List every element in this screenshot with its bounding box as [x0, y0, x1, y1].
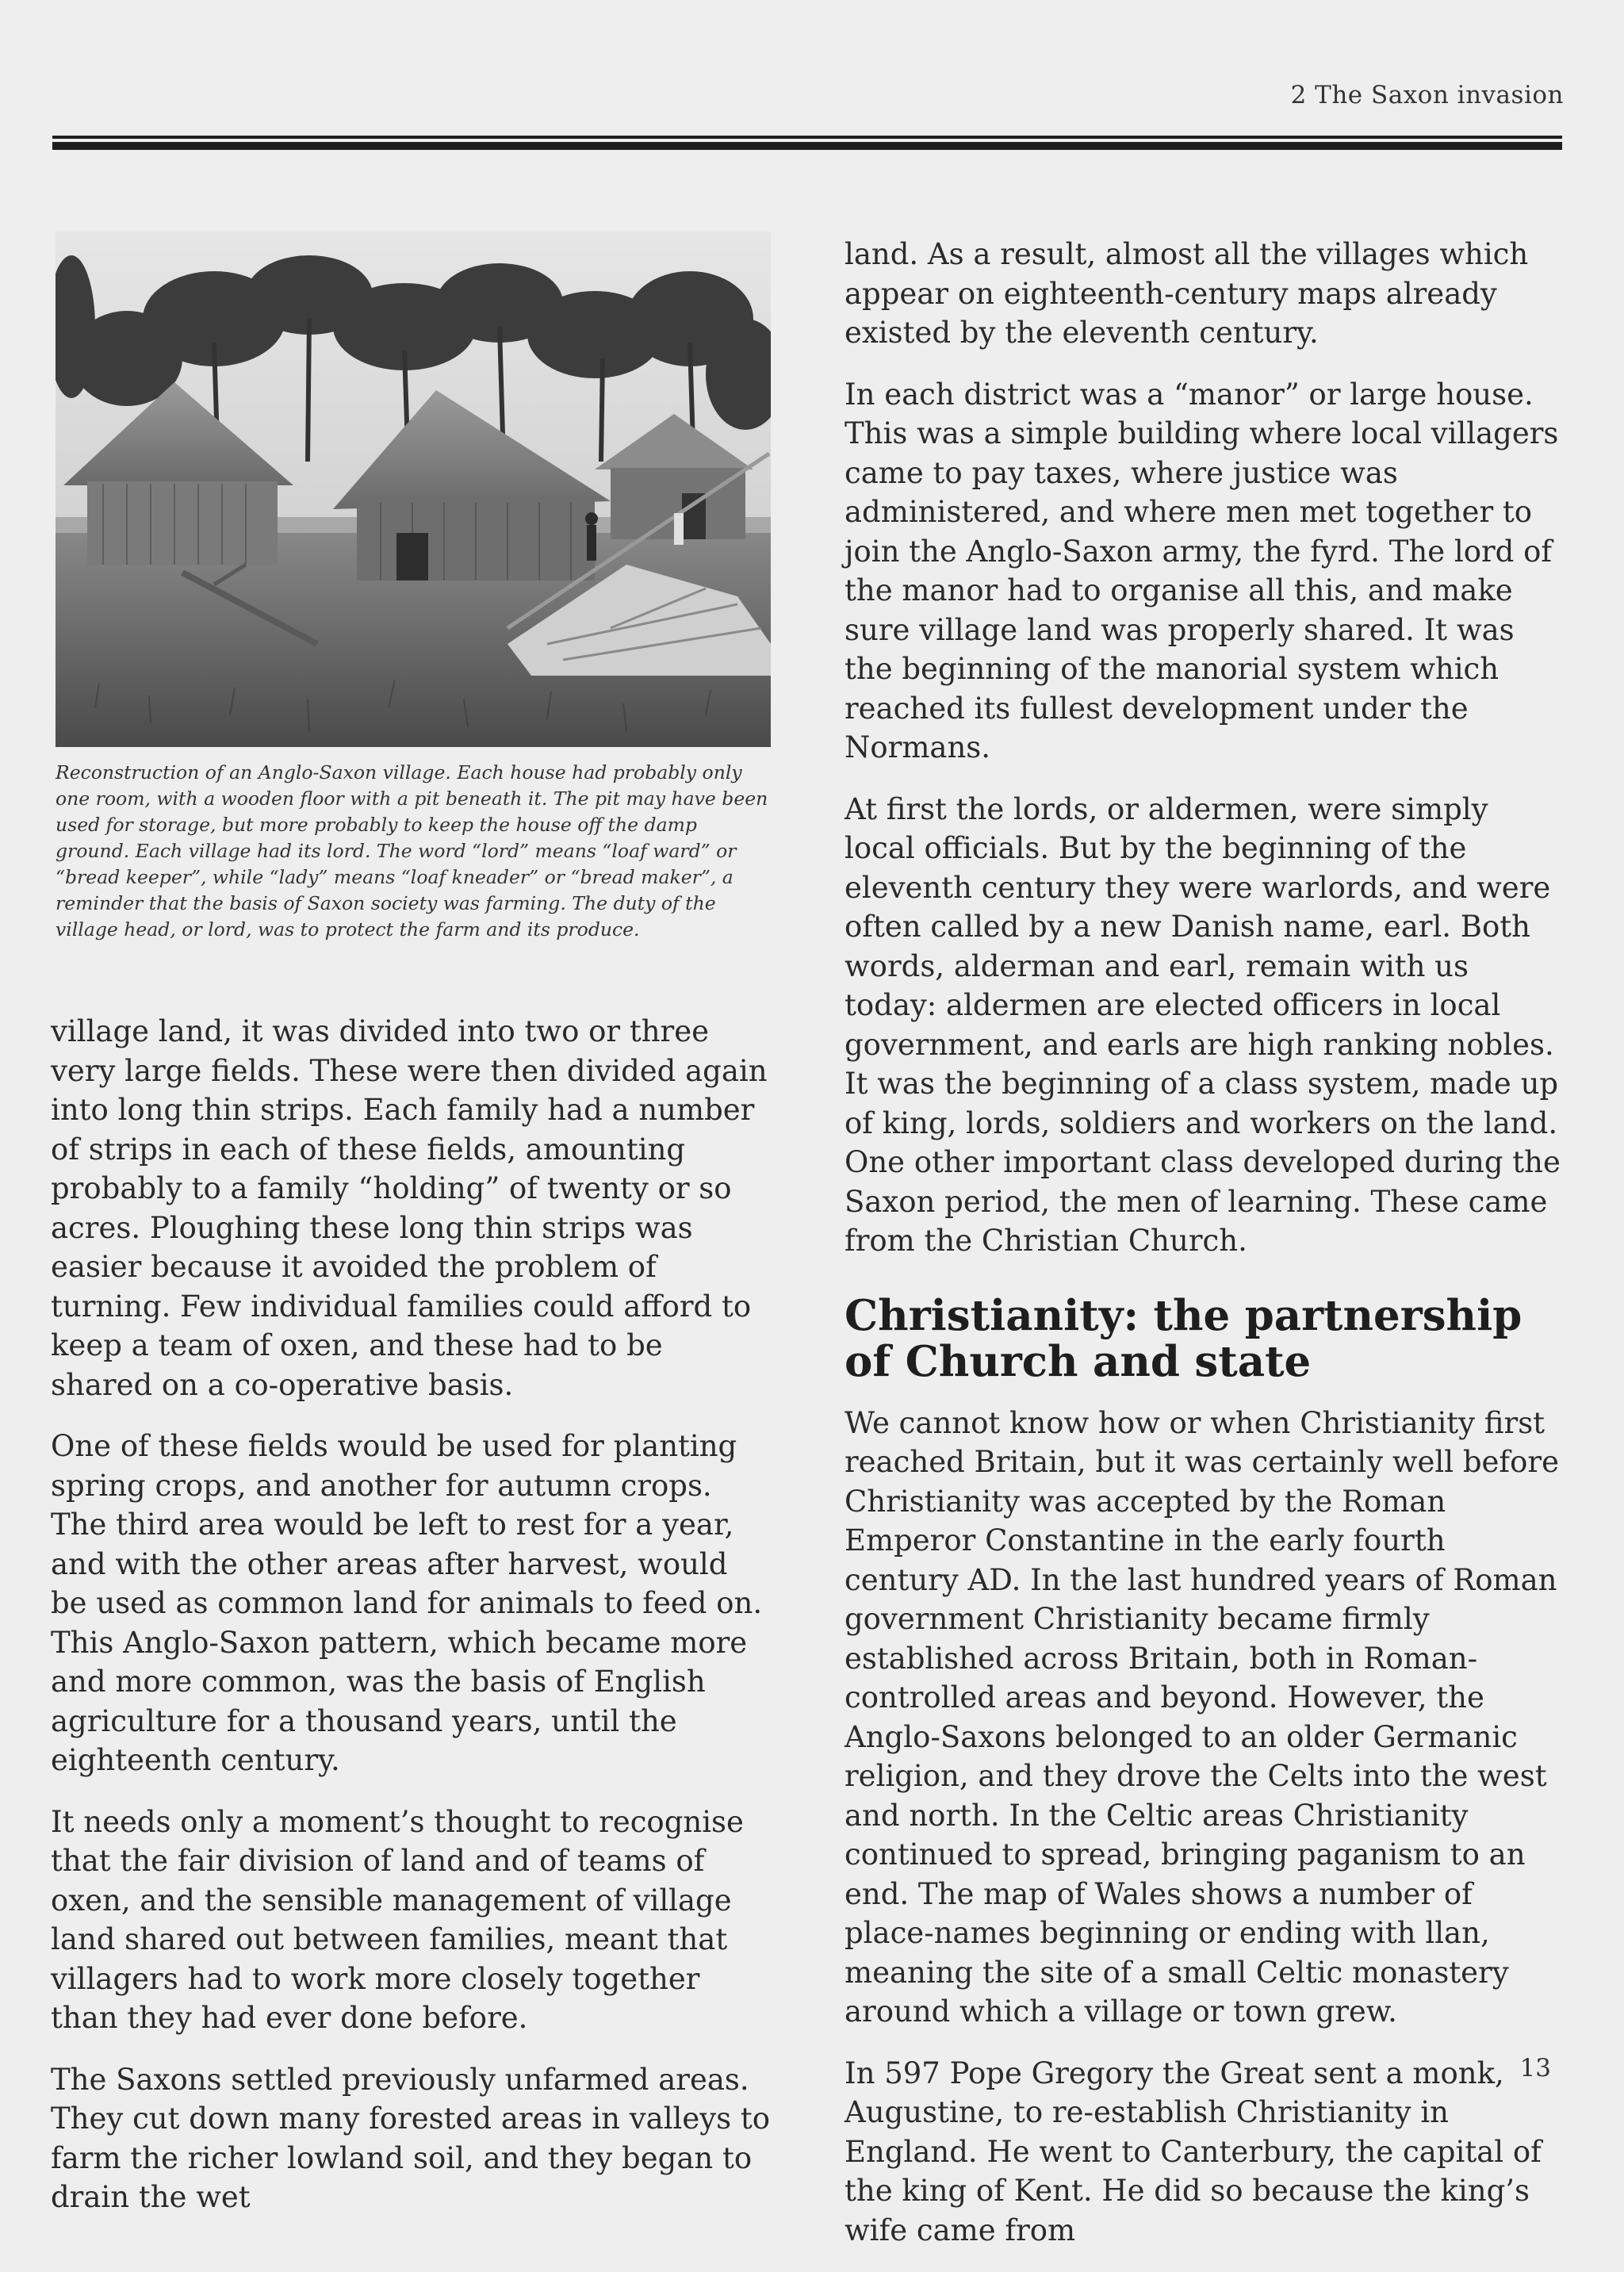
right-paragraph-3: At first the lords, or aldermen, were simply local officials. But by the beginning of the eleventh century they were warlords, and were often called by a new Danish name, earl. Both words, alderman and earl, remain with us today: aldermen are elected officers in local government, and earls are high ranking nobles. It was the beginning of a class system, made up of king, lords, soldiers and workers on the land. One other important class developed during the Saxon period, the men of learning. These came from the Christian Church.: [845, 791, 1561, 1258]
header-rule-thin: [52, 136, 1562, 139]
right-paragraph-1: land. As a result, almost all the villages which appear on eighteenth-century maps already existed by the eleventh century.: [845, 237, 1529, 350]
right-paragraph-5: In 597 Pope Gregory the Great sent a monk, Augustine, to re-establish Christianity in England. He went to Canterbury, the capital of the king of Kent. He did so because the king’s wife came from: [845, 2056, 1542, 2247]
left-paragraph-4: The Saxons settled previously unfarmed areas. They cut down many forested areas in valleys to farm the richer lowland soil, and they began to drain the wet: [51, 2062, 771, 2214]
village-photo: [56, 232, 771, 747]
right-paragraph-4: We cannot know how or when Christianity first reached Britain, but it was certainly well before Christianity was accepted by the Roman Emperor Constantine in the early fourth century AD. In the last hundred years of Roman government Christianity became firmly established across Britain, both in Roman-controlled areas and beyond. However, the Anglo-Saxons belonged to an older Germanic religion, and they drove the Celts into the west and north. In the Celtic areas Christianity continued to spread, bringing paganism to an end. The map of Wales shows a number of place-names beginning or ending with llan, meaning the site of a small Celtic monastery around which a village or town grew.: [845, 1405, 1559, 2029]
figure-caption-text: Reconstruction of an Anglo-Saxon village. Each house had probably only one room, with a wooden floor with a pit beneath it. The pit may have been used for storage, but more probably to keep the house off the damp ground. Each village had its lord. The word “lord” means “loaf ward” or “bread keeper”, while “lady” means “loaf kneader” or “bread maker”, a reminder that the basis of Saxon society was farming. The duty of the village head, or lord, was to protect the farm and its produce.: [56, 761, 768, 941]
left-paragraph-2: One of these fields would be used for planting spring crops, and another for autumn crops. The third area would be left to rest for a year, and with the other areas after harvest, would be used as common land for animals to feed on. This Anglo-Saxon pattern, which became more and more common, was the basis of English agriculture for a thousand years, until the eighteenth century.: [51, 1429, 763, 1777]
figure-caption: [56, 760, 771, 943]
village-photo-illustration: [56, 232, 771, 747]
running-head: 2 The Saxon invasion: [1290, 81, 1564, 109]
section-heading: Christianity: the partnership of Church and state: [845, 1290, 1522, 1386]
header-rule: [52, 136, 1562, 150]
left-paragraph-3: It needs only a moment’s thought to recognise that the fair division of land and of teams of oxen, and the sensible management of village land shared out between families, meant that villagers had to work more closely together than they had ever done before.: [51, 1804, 744, 2035]
right-paragraph-2: In each district was a “manor” or large house. This was a simple building where local villagers came to pay taxes, where justice was administered, and where men met together to join the Anglo-Saxon army, the fyrd. The lord of the manor had to organise all this, and make sure village land was properly shared. It was the beginning of the manorial system which reached its fullest development under the Normans.: [845, 377, 1559, 764]
right-column: [845, 235, 1566, 2272]
header-rule-thick: [52, 142, 1562, 150]
page-number: 13: [1519, 2054, 1551, 2082]
left-paragraph-1: village land, it was divided into two or three very large fields. These were then divided again into long thin strips. Each family had a number of strips in each of these fields, amounting probably to a family “holding” of twenty or so acres. Ploughing these long thin strips was easier because it avoided the problem of turning. Few individual families could afford to keep a team of oxen, and these had to be shared on a co-operative basis.: [51, 1014, 768, 1402]
left-column: [51, 1012, 772, 2239]
